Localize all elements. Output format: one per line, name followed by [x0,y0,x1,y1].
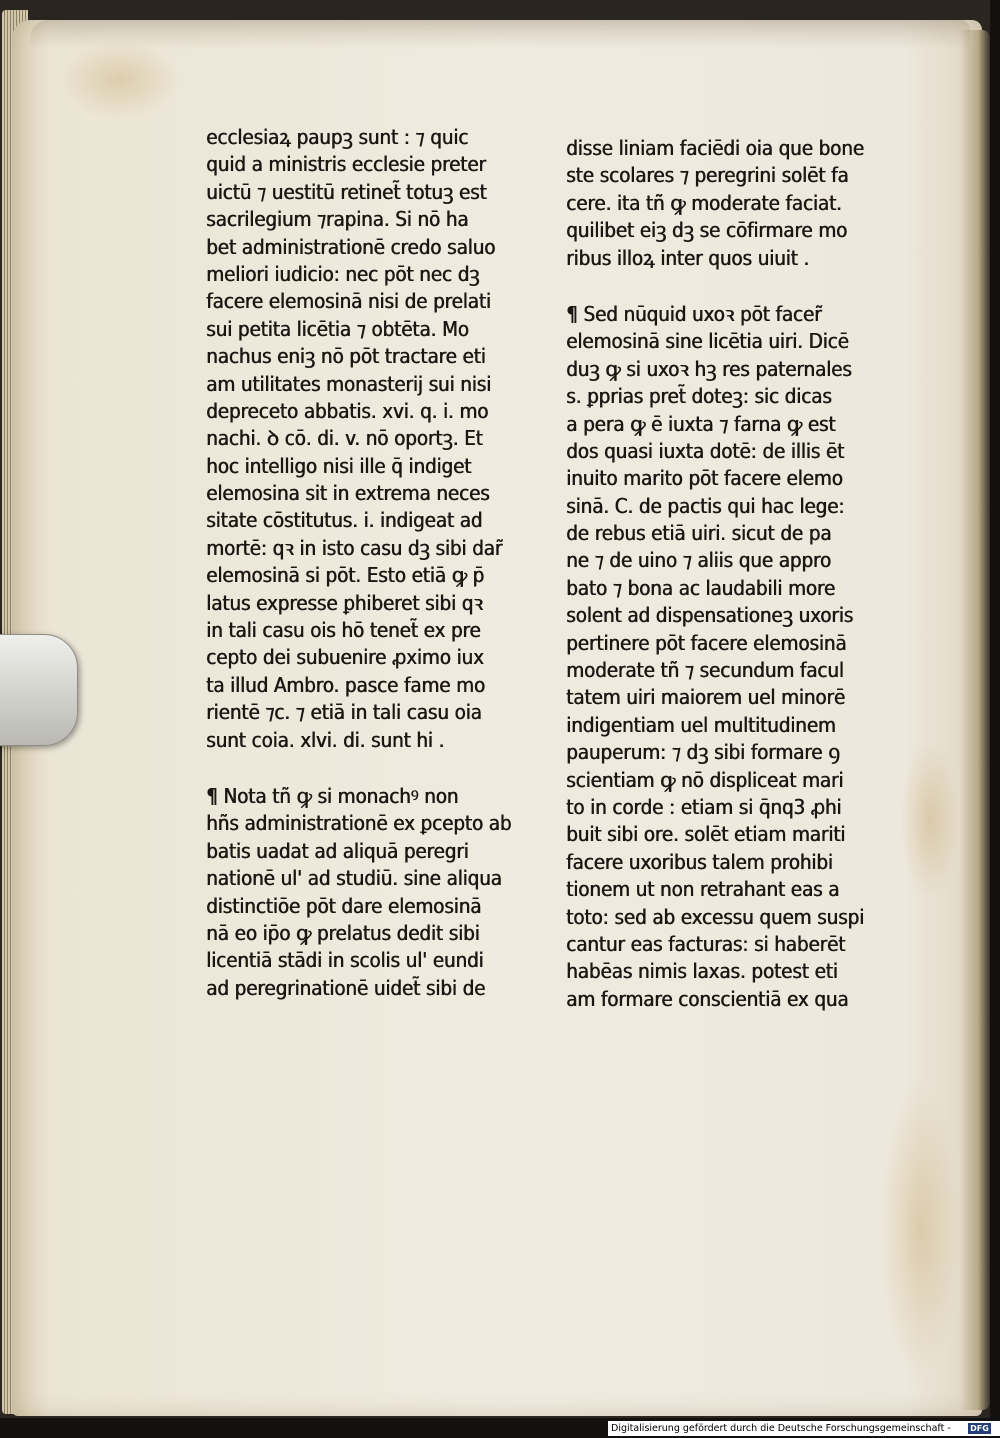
paragraph-gap [566,272,886,301]
text-line: tatem uiri maiorem uel minorē [566,685,845,710]
text-line: duꝫ ꝙ si uxoꝛ hꝫ res paternales [566,356,852,381]
text-line: hñs administrationē ex ꝑcepto ab [206,811,512,836]
text-line: uictū ⁊ uestitū retinet̃ totuꝫ est [206,179,487,204]
text-line: nachi. ꝺ cō. di. v. nō oportꝫ. Et [206,426,483,451]
text-line: sunt coia. xlvi. di. sunt hi . [206,727,445,752]
text-line: ta illud Ambro. pasce fame mo [206,672,485,697]
footer-bar [608,1421,1000,1436]
text-line: quilibet eiꝫ dꝫ se cōfirmare mo [566,218,848,243]
text-line: nā eo ip̄o ꝙ prelatus dedit sibi [206,920,480,945]
text-line: ribus illoꝝ inter quos uiuit . [566,245,809,270]
text-line: indigentiam uel multitudinem [566,712,836,737]
text-line: nachus eniꝫ nō pōt tractare eti [206,344,486,369]
text-line: moderate tñ ⁊ secundum facul [566,658,844,683]
text-line: ecclesiaꝝ paupꝫ sunt : ⁊ quic [206,125,469,149]
stain [900,740,960,900]
dfg-logo: DFG [968,1423,991,1434]
text-line: sui petita licētia ⁊ obtēta. Mo [206,316,469,341]
text-line: cere. ita tñ ꝙ moderate faciat. [566,190,842,215]
page-right-edge [960,30,990,1410]
page-top-shadow [30,20,970,50]
left-paragraph-1 [206,124,526,754]
text-line: facere elemosinā nisi de prelati [206,289,491,314]
text-line: quid a ministris ecclesie preter [206,152,486,177]
right-text-column [566,135,886,1013]
text-line: ad peregrinationē uidet̃ sibi de [206,975,486,1000]
text-line: a pera ꝙ ē iuxta ⁊ farna ꝙ est [566,411,836,436]
text-line: ne ⁊ de uino ⁊ aliis que appro [566,548,831,573]
text-line: toto: sed ab excessu quem suspi [566,904,864,929]
left-text-column [206,124,526,1002]
text-line: rientē ⁊c. ⁊ etiā in tali casu oia [206,700,482,725]
text-line: mortē: qꝛ in isto casu dꝫ sibi dar̃ [206,535,503,560]
text-line: elemosina sit in extrema neces [206,481,490,506]
text-line: facere uxoribus talem prohibi [566,849,833,874]
text-line: sacrilegium ⁊rapina. Si nō ha [206,207,469,232]
metal-clip [0,634,78,746]
text-line: batis uadat ad aliquā peregri [206,838,469,863]
text-line: scientiam ꝙ nō displiceat mari [566,767,844,792]
text-line: tionem ut non retrahant eas a [566,877,840,902]
text-line: elemosinā sine licētia uiri. Dicē [566,329,849,354]
paragraph-gap [206,754,526,783]
text-line: nationē ul' ad studiū. sine aliqua [206,866,502,891]
text-line: sitate cōstitutus. i. indigeat ad [206,508,483,533]
text-line: licentiā stādi in scolis ul' eundi [206,948,484,973]
text-line: ¶ Nota tñ ꝙ si monachꝰ non [206,783,459,808]
stain [880,1080,960,1380]
text-line: pertinere pōt facere elemosinā [566,630,847,655]
text-line: depreceto abbatis. xvi. q. i. mo [206,398,489,423]
text-line: solent ad dispensationeꝫ uxoris [566,603,854,628]
right-paragraph-2 [566,301,886,1013]
text-line: dos quasi iuxta dotē: de illis ēt [566,438,845,463]
text-line: s. ꝑprias pret̃ doteꝫ: sic dicas [566,384,832,409]
text-line: buit sibi ore. solēt etiam mariti [566,822,846,847]
right-paragraph-1 [566,135,886,272]
left-paragraph-2 [206,783,526,1002]
text-line: cepto dei subuenire ꝓximo iux [206,645,484,670]
text-line: ste scolares ⁊ peregrini solēt fa [566,163,849,188]
text-line: cantur eas facturas: si haberēt [566,931,846,956]
text-line: sinā. C. de pactis qui hac lege: [566,493,845,518]
text-line: habēas nimis laxas. potest eti [566,959,838,984]
text-line: in tali casu ois hō tenet̃ ex pre [206,618,481,643]
text-line: distinctiōe pōt dare elemosinā [206,893,482,918]
text-line: ¶ Sed nūquid uxoꝛ pōt facer̃ [566,301,822,326]
text-line: am formare conscientiā ex qua [566,986,849,1011]
text-line: latus expresse ꝑhiberet sibi qꝛ [206,590,483,615]
text-line: am utilitates monasterij sui nisi [206,371,491,396]
footer-text: Digitalisierung gefördert durch die Deutsche Forschungsgemeinschaft - [611,1423,951,1434]
text-line: meliori iudicio: nec pōt nec dꝫ [206,261,480,286]
text-line: disse liniam faciēdi oia que bone [566,136,864,160]
stain [60,40,180,120]
text-line: hoc intelligo nisi ille q̄ indiget [206,453,472,478]
text-line: pauperum: ⁊ dꝫ sibi formare ꝯ [566,740,840,765]
text-line: to in corde : etiam si q̄nq3 ꝓhi [566,794,842,819]
text-line: inuito marito pōt facere elemo [566,466,843,491]
text-line: de rebus etiā uiri. sicut de pa [566,521,832,546]
text-line: elemosinā si pōt. Esto etiā ꝙ p̄ [206,563,484,588]
text-line: bet administrationē credo saluo [206,234,496,259]
text-line: bato ⁊ bona ac laudabili more [566,575,835,600]
